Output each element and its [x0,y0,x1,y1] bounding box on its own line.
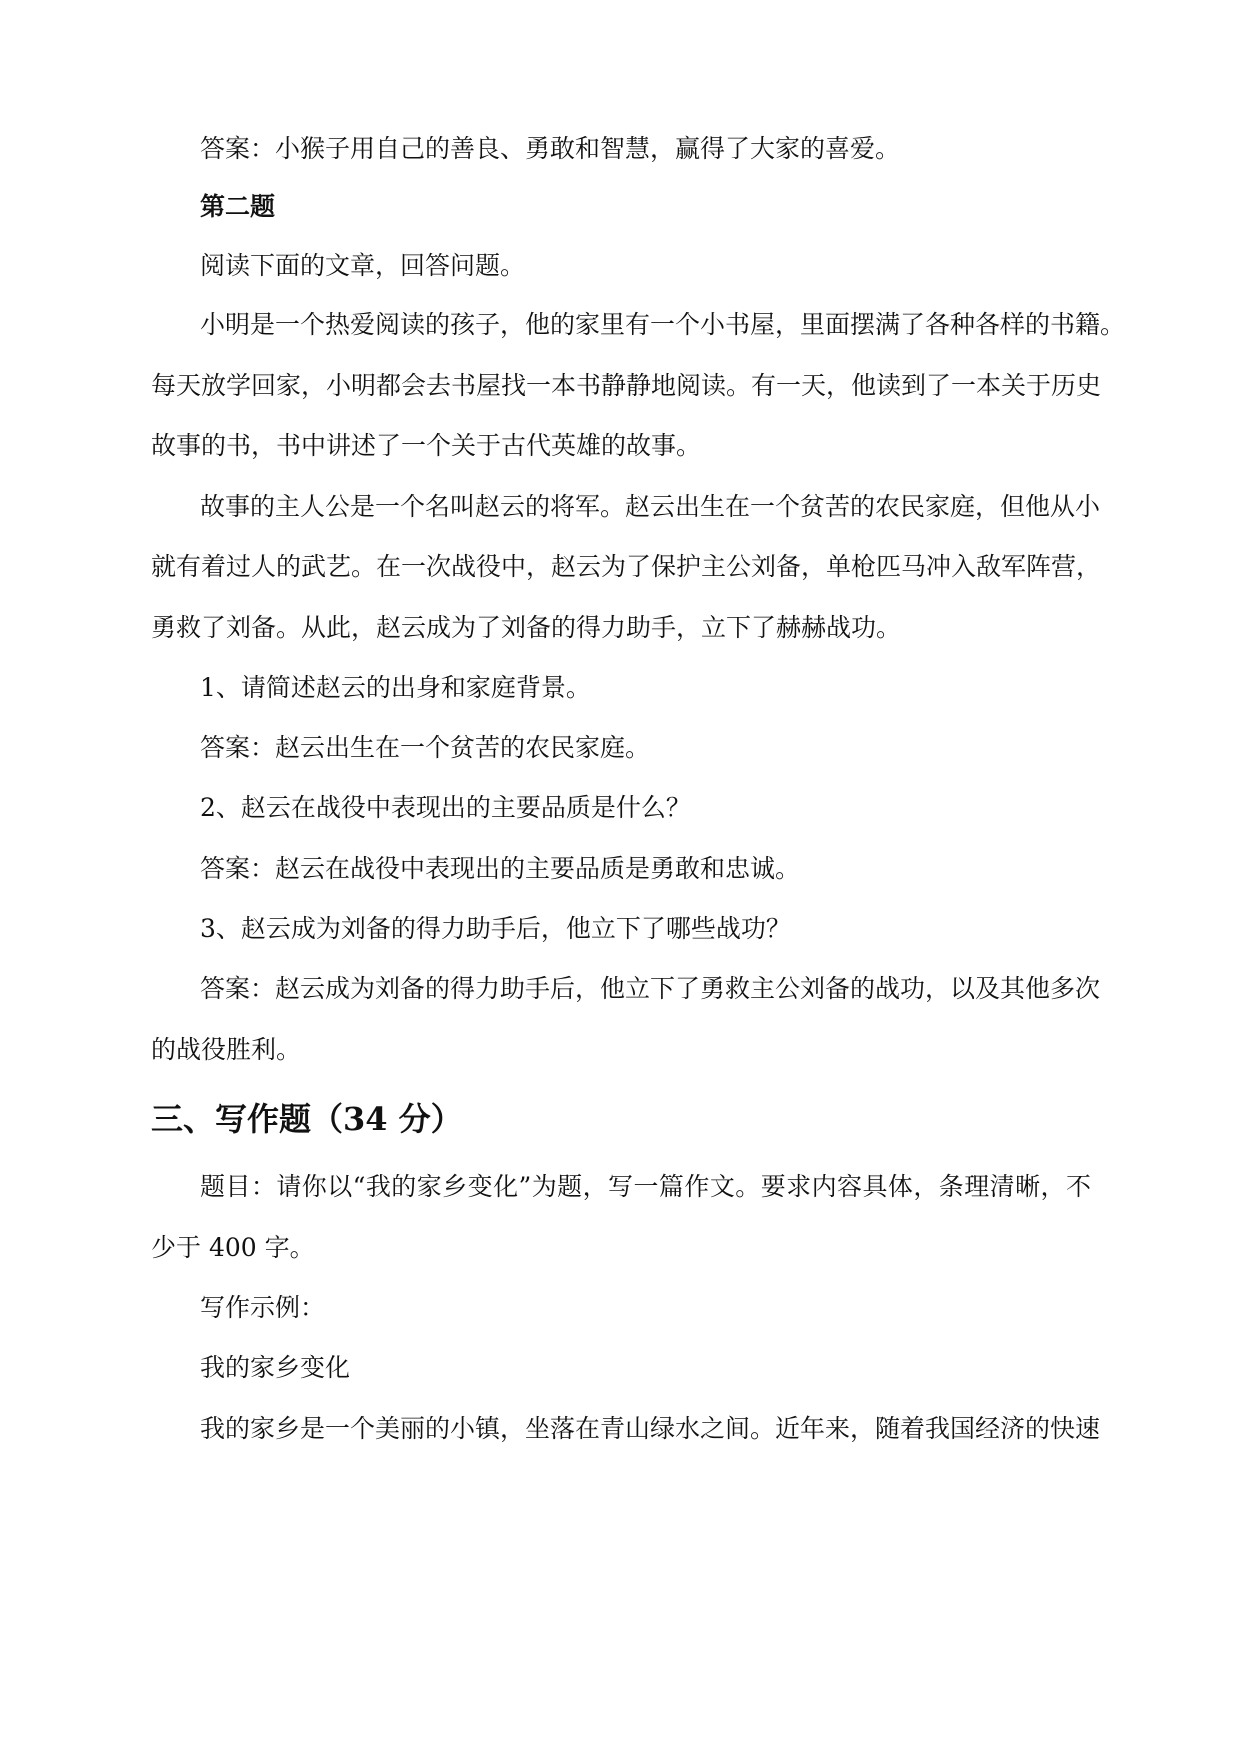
question-2-instruction: 阅读下面的文章，回答问题。 [200,251,526,280]
answer-3-line-1: 答案：赵云成为刘备的得力助手后，他立下了勇救主公刘备的战功，以及其他多次 [200,974,1101,1003]
question-2-title: 第二题 [200,192,276,221]
answer-text: 答案：小猴子用自己的善良、勇敢和智慧，赢得了大家的喜爱。 [200,134,901,163]
writing-prompt-line-1: 题目：请你以“我的家乡变化”为题，写一篇作文。要求内容具体，条理清晰，不 [200,1172,1091,1201]
writing-prompt-line-2: 少于 400 字。 [151,1233,315,1262]
passage-paragraph-1-line-1: 小明是一个热爱阅读的孩子，他的家里有一个小书屋，里面摆满了各种各样的书籍。 [200,310,1126,339]
passage-paragraph-2-line-3: 勇救了刘备。从此，赵云成为了刘备的得力助手，立下了赫赫战功。 [151,613,902,642]
answer-2: 答案：赵云在战役中表现出的主要品质是勇敢和忠诚。 [200,854,801,883]
question-1: 1、请简述赵云的出身和家庭背景。 [200,673,591,702]
passage-paragraph-2-line-2: 就有着过人的武艺。在一次战役中，赵云为了保护主公刘备，单枪匹马冲入敌军阵营， [151,552,1102,581]
answer-1: 答案：赵云出生在一个贫苦的农民家庭。 [200,733,651,762]
essay-line-1: 我的家乡是一个美丽的小镇，坐落在青山绿水之间。近年来，随着我国经济的快速 [200,1414,1101,1443]
answer-3-line-2: 的战役胜利。 [151,1035,302,1064]
passage-paragraph-2-line-1: 故事的主人公是一个名叫赵云的将军。赵云出生在一个贫苦的农民家庭，但他从小 [200,492,1101,521]
passage-paragraph-1-line-2: 每天放学回家，小明都会去书屋找一本书静静地阅读。有一天，他读到了一本关于历史 [151,371,1102,400]
writing-example-label: 写作示例： [200,1293,326,1322]
essay-title: 我的家乡变化 [200,1353,351,1382]
question-2: 2、赵云在战役中表现出的主要品质是什么？ [200,793,691,822]
section-3-heading: 三、写作题（34 分） [151,1100,463,1138]
question-3: 3、赵云成为刘备的得力助手后，他立下了哪些战功？ [200,914,791,943]
passage-paragraph-1-line-3: 故事的书，书中讲述了一个关于古代英雄的故事。 [151,431,702,460]
